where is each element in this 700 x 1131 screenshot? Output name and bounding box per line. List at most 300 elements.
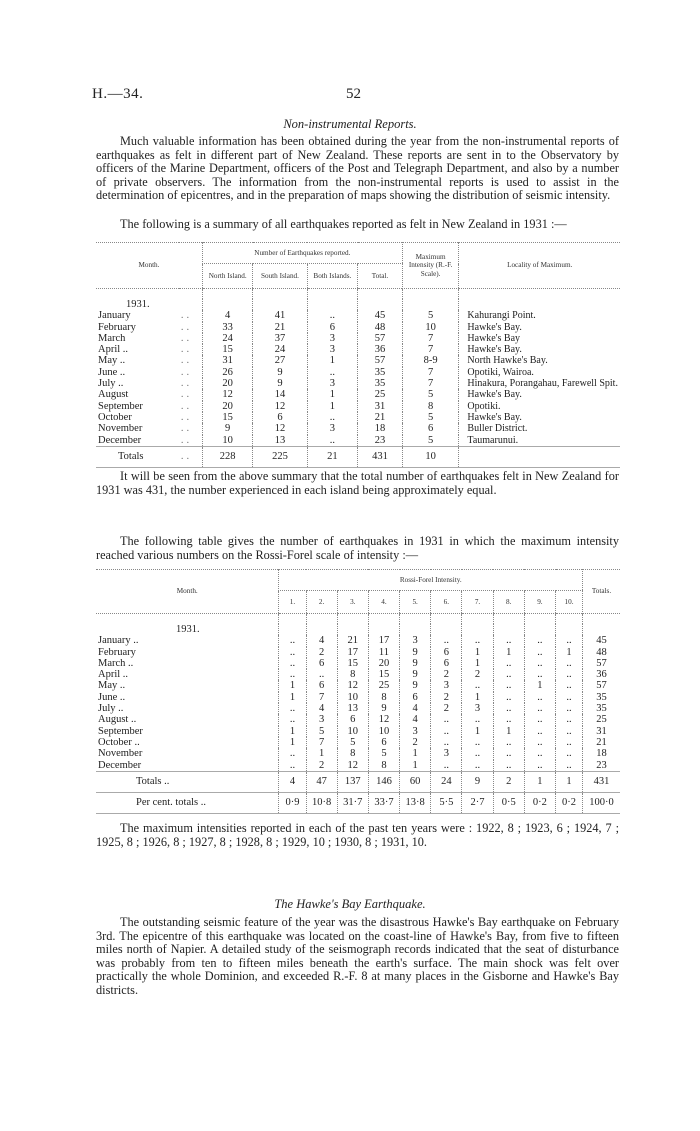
intensity-count-cell: .. [524,737,555,748]
intensity-count-cell: 3 [400,726,431,737]
both-count-cell: 1 [307,355,358,366]
intensity-count-cell: 9 [400,669,431,680]
table-row [96,389,620,400]
totals-row-cell: 24 [431,771,462,792]
paragraph-text: It will be seen from the above summary that the total number of earthquakes felt in New Zealand for 1931 was 431, the number experienced in each island being approximately equal. [96,469,619,497]
table-row [96,367,620,378]
both-count-cell: 3 [307,378,358,389]
intensity-count-cell: 5 [337,737,368,748]
both-count-cell: 3 [307,344,358,355]
percent-row-cell: 0·5 [493,792,524,813]
month-cell: June .. [98,691,126,703]
north-count-cell: 12 [202,389,252,400]
intensity-count-cell: 2 [431,692,462,703]
totals-row-cell: 146 [368,771,399,792]
intensity-scale-header: 9. [524,591,555,614]
north-count-cell: 10 [202,435,252,447]
month-cell: December [98,759,142,771]
locality-cell: Taumarunui. [459,435,620,447]
row-total-cell: 36 [583,669,620,680]
intensity-count-cell: 3 [462,703,493,714]
intro-paragraph [96,135,619,203]
table-row [96,333,620,344]
intensity-count-cell: 6 [306,680,337,691]
intensity-count-cell: 1 [462,692,493,703]
percent-row-cell: 0·2 [524,792,555,813]
leader-dots: .. [180,451,193,463]
both-count-cell: 3 [307,333,358,344]
north-count-cell: 31 [202,355,252,366]
intensity-count-cell: .. [556,737,583,748]
table-row [96,401,620,412]
totals-row-total: 431 [583,771,620,792]
max-intensity-cell: 5 [402,412,459,423]
north-count-cell: 20 [202,401,252,412]
table-row [96,635,620,646]
north-count-cell: 15 [202,344,252,355]
table-row [96,760,620,772]
percent-row [96,792,620,813]
intensity-count-cell: .. [556,658,583,669]
intensity-count-cell: 6 [368,737,399,748]
both-count-cell: .. [307,367,358,378]
max-intensity-cell: 7 [402,378,459,389]
percent-row-cell: 10·8 [306,792,337,813]
intensity-count-cell: .. [556,669,583,680]
column-header-total: Total. [358,264,403,289]
intensity-count-cell: .. [493,748,524,759]
row-total-cell: 57 [583,658,620,669]
table-row [96,412,620,423]
intensity-count-cell: .. [524,714,555,725]
table-row [96,703,620,714]
intensity-count-cell: 1 [462,658,493,669]
intensity-scale-header: 2. [306,591,337,614]
totals-row-cell: 1 [556,771,583,792]
intensity-count-cell: 17 [368,635,399,646]
total-count-cell: 45 [358,310,403,321]
table-row [96,748,620,759]
intensity-count-cell: 1 [279,692,306,703]
leader-dots: .. [180,310,193,322]
total-south: 225 [253,446,307,467]
intensity-count-cell: 6 [400,692,431,703]
table-row [96,322,620,333]
intensity-count-cell: .. [524,726,555,737]
max-intensity-cell: 5 [402,310,459,321]
intensity-count-cell: 1 [462,647,493,658]
north-count-cell: 26 [202,367,252,378]
intensity-count-cell: 9 [400,658,431,669]
intensity-count-cell: 9 [368,703,399,714]
max-intensity-cell: 6 [402,423,459,434]
section-title-non-instrumental: Non-instrumental Reports. [283,117,417,131]
table-row [96,378,620,389]
row-total-cell: 35 [583,692,620,703]
locality-cell: Hawke's Bay. [459,412,620,423]
total-north: 228 [202,446,252,467]
intensity-count-cell: 4 [306,703,337,714]
locality-cell: Hawke's Bay. [459,322,620,333]
intensity-scale-header: 4. [368,591,399,614]
month-cell: January [98,310,131,322]
intensity-count-cell: 8 [337,669,368,680]
column-group-header: Number of Earthquakes reported. [202,243,402,264]
month-cell: December [98,434,142,446]
column-header-south: South Island. [253,264,307,289]
intensity-count-cell: .. [462,714,493,725]
south-count-cell: 41 [253,310,307,321]
month-cell: September [98,725,143,737]
both-count-cell: .. [307,310,358,321]
intensity-count-cell: .. [279,647,306,658]
intensity-count-cell: .. [493,658,524,669]
intensity-count-cell: 3 [431,748,462,759]
intensity-count-cell: 2 [431,703,462,714]
totals-row-cell: 2 [493,771,524,792]
intensity-count-cell: .. [493,635,524,646]
intensity-count-cell: 1 [279,680,306,691]
intensity-count-cell: .. [524,692,555,703]
intensity-count-cell: .. [493,669,524,680]
percent-row-cell: 13·8 [400,792,431,813]
table-row [96,692,620,703]
column-header-locality: Locality of Maximum. [459,243,620,289]
intensity-count-cell: 11 [368,647,399,658]
intensity-scale-header: 3. [337,591,368,614]
month-cell: March [98,332,126,344]
south-count-cell: 14 [253,389,307,400]
intensity-count-cell: .. [556,714,583,725]
max-intensity-cell: 10 [402,322,459,333]
total-count-cell: 35 [358,367,403,378]
intensity-count-cell: .. [431,714,462,725]
intensity-count-cell: .. [524,760,555,772]
intensity-count-cell: 5 [368,748,399,759]
intensity-count-cell: .. [431,635,462,646]
intensity-count-cell: 9 [400,680,431,691]
percent-row-cell: 33·7 [368,792,399,813]
intensity-count-cell: .. [493,760,524,772]
both-count-cell: 3 [307,423,358,434]
total-all: 431 [358,446,403,467]
intensity-count-cell: 21 [337,635,368,646]
south-count-cell: 37 [253,333,307,344]
max-intensity-cell: 7 [402,367,459,378]
intensity-count-cell: 3 [306,714,337,725]
intensity-count-cell: .. [493,737,524,748]
intensity-count-cell: 8 [368,692,399,703]
table-row [96,726,620,737]
month-cell: May .. [98,680,126,692]
intensity-scale-header: 8. [493,591,524,614]
south-count-cell: 6 [253,412,307,423]
table-row [96,310,620,321]
intensity-count-cell: .. [279,703,306,714]
month-cell: November [98,423,143,435]
max-intensity-cell: 8 [402,401,459,412]
south-count-cell: 9 [253,367,307,378]
intensity-count-cell: 2 [462,669,493,680]
intensity-count-cell: 8 [337,748,368,759]
intensity-count-cell: 10 [337,726,368,737]
intensity-count-cell: 6 [431,658,462,669]
both-count-cell: 6 [307,322,358,333]
intensity-count-cell: .. [556,760,583,772]
max-intensity-cell: 5 [402,435,459,447]
intensity-count-cell: .. [556,692,583,703]
locality-cell: North Hawke's Bay. [459,355,620,366]
north-count-cell: 15 [202,412,252,423]
past-years-paragraph [96,822,619,849]
locality-cell: Buller District. [459,423,620,434]
intensity-count-cell: .. [431,737,462,748]
intensity-count-cell: .. [462,760,493,772]
paragraph-text: Much valuable information has been obtained during the year from the non-instrumental reports of earthquakes as felt in different part of New Zealand. These reports are sent in to the Observatory by officers of the Marine Department, officers of the Post and Telegraph Department, and also by a number of private observers. The information from the non-instrumental reports is used to assist in the determination of epicentres, and in the preparation of maps showing the distribution of seismic intensity. [96,134,619,203]
total-count-cell: 57 [358,355,403,366]
intensity-count-cell: .. [279,658,306,669]
intensity-count-cell: .. [524,703,555,714]
column-header-max-intensity: Maximum Intensity (R.-F. Scale). [402,243,459,289]
leader-dots: .. [180,411,193,423]
table-row [96,669,620,680]
intensity-count-cell: 20 [368,658,399,669]
intensity-count-cell: .. [306,669,337,680]
intensity-scale-header: 6. [431,591,462,614]
total-count-cell: 18 [358,423,403,434]
year-label: 1931. [126,299,150,310]
summary-intro-paragraph [96,218,619,232]
table-row [96,647,620,658]
both-count-cell: .. [307,435,358,447]
both-count-cell: .. [307,412,358,423]
leader-dots: .. [180,344,193,356]
intensity-count-cell: 13 [337,703,368,714]
intensity-count-cell: 3 [400,635,431,646]
intensity-count-cell: 2 [306,647,337,658]
north-count-cell: 24 [202,333,252,344]
leader-dots: .. [180,389,193,401]
intensity-count-cell: .. [556,748,583,759]
table-row [96,344,620,355]
total-count-cell: 57 [358,333,403,344]
intensity-count-cell: 8 [368,760,399,772]
month-cell: April .. [98,344,129,356]
max-intensity-cell: 7 [402,333,459,344]
paragraph-text: The maximum intensities reported in each of the past ten years were : 1922, 8 ; 1923, 6 ; 1924, 7 ; 1925, 8 ; 1926, 8 ; 1927, 8 ; 1928, 8 ; 1929, 10 ; 1930, 8 ; 1931, 10. [96,821,619,849]
row-total-cell: 25 [583,714,620,725]
intensity-count-cell: .. [493,692,524,703]
row-total-cell: 21 [583,737,620,748]
month-cell: July .. [98,703,124,715]
leader-dots: .. [180,378,193,390]
total-count-cell: 48 [358,322,403,333]
both-count-cell: 1 [307,389,358,400]
month-cell: March .. [98,657,134,669]
intensity-count-cell: .. [524,748,555,759]
intensity-count-cell: .. [556,635,583,646]
intensity-count-cell: .. [279,669,306,680]
locality-cell: Kahurangi Point. [459,310,620,321]
intensity-count-cell: .. [462,748,493,759]
totals-row-cell: 47 [306,771,337,792]
locality-cell: Hawke's Bay [459,333,620,344]
table-row [96,737,620,748]
intensity-scale-header: 10. [556,591,583,614]
table-row [96,423,620,434]
leader-dots: .. [180,355,193,367]
intensity-count-cell: 10 [368,726,399,737]
leader-dots: .. [180,400,193,412]
intensity-count-cell: .. [556,680,583,691]
intensity-count-cell: .. [493,703,524,714]
intensity-count-cell: .. [431,726,462,737]
intensity-scale-header: 7. [462,591,493,614]
intensity-count-cell: 12 [337,680,368,691]
intensity-count-cell: 17 [337,647,368,658]
intensity-count-cell: .. [279,635,306,646]
month-cell: July .. [98,378,124,390]
month-cell: February [98,646,136,658]
locality-cell: Hawke's Bay. [459,389,620,400]
month-cell: August .. [98,714,137,726]
intensity-count-cell: 4 [400,714,431,725]
totals-row-cell: 137 [337,771,368,792]
month-cell: August [98,389,129,401]
intensity-count-cell: 2 [431,669,462,680]
intensity-count-cell: 10 [337,692,368,703]
table-row [96,714,620,725]
paragraph-text: The following is a summary of all earthquakes reported as felt in New Zealand in 1931 :— [120,217,567,231]
locality-cell: Hawke's Bay. [459,344,620,355]
month-cell: January .. [98,635,139,647]
intensity-scale-header: 5. [400,591,431,614]
intensity-count-cell: 6 [306,658,337,669]
year-label: 1931. [176,624,200,635]
intensity-count-cell: .. [462,635,493,646]
intensity-count-cell: 1 [556,647,583,658]
total-count-cell: 35 [358,378,403,389]
intensity-count-cell: .. [524,658,555,669]
intensity-count-cell: .. [279,748,306,759]
row-total-cell: 57 [583,680,620,691]
month-cell: May .. [98,355,126,367]
north-count-cell: 33 [202,322,252,333]
month-cell: June .. [98,366,126,378]
totals-row-cell: 60 [400,771,431,792]
locality-cell: Hinakura, Porangahau, Farewell Spit. [459,378,620,389]
intensity-count-cell: 9 [400,647,431,658]
intensity-count-cell: 1 [493,647,524,658]
intensity-count-cell: .. [462,680,493,691]
percent-row-cell: 31·7 [337,792,368,813]
max-intensity-cell: 7 [402,344,459,355]
month-cell: September [98,400,143,412]
leader-dots: .. [180,321,193,333]
column-header-month: Month. [96,570,279,614]
total-count-cell: 23 [358,435,403,447]
intensity-count-cell: 15 [368,669,399,680]
month-cell: November [98,748,143,760]
percent-row-cell: 0·2 [556,792,583,813]
intensity-count-cell: 4 [400,703,431,714]
totals-row-cell: 9 [462,771,493,792]
table-row [96,355,620,366]
intensity-count-cell: 1 [462,726,493,737]
max-intensity-cell: 8-9 [402,355,459,366]
intensity-count-cell: 1 [279,737,306,748]
intensity-count-cell: 1 [493,726,524,737]
percent-row-cell: 2·7 [462,792,493,813]
month-cell: October [98,411,132,423]
totals-row-cell: 4 [279,771,306,792]
table-row [96,435,620,447]
percent-row-total: 100·0 [583,792,620,813]
intensity-count-cell: .. [524,647,555,658]
intensity-count-cell: .. [279,760,306,772]
intensity-count-cell: .. [493,680,524,691]
percent-row-cell: 5·5 [431,792,462,813]
totals-label: Totals [118,451,144,463]
intensity-count-cell: 6 [337,714,368,725]
north-count-cell: 4 [202,310,252,321]
locality-cell: Opotiki. [459,401,620,412]
south-count-cell: 13 [253,435,307,447]
north-count-cell: 20 [202,378,252,389]
paragraph-text: The outstanding seismic feature of the year was the disastrous Hawke's Bay earthquake on February 3rd. The epicentre of this earthquake was located on the coast-line of Hawke's Bay, from five to fifteen miles north of Napier. A detailed study of the seismograph records indicated that the seat of disturbance was probably from ten to fifteen miles beneath the earth's surface. The main shock was felt over practically the whole Dominion, and exceeded R.-F. 8 at many places in the Gisborne and Hawke's Bay districts. [96,915,619,997]
intensity-count-cell: 12 [337,760,368,772]
row-total-cell: 48 [583,647,620,658]
intensity-count-cell: .. [556,703,583,714]
paragraph-text: The following table gives the number of earthquakes in 1931 in which the maximum intensity reached various numbers on the Rossi-Forel scale of intensity :— [96,534,619,562]
month-cell: February [98,321,136,333]
percent-row-cell: 0·9 [279,792,306,813]
column-header-both: Both Islands. [307,264,358,289]
percent-row-label: Per cent. totals .. [136,797,206,809]
column-header-totals: Totals. [583,570,620,614]
earthquake-summary-table [96,242,620,469]
summary-conclusion-paragraph [96,470,619,497]
row-total-cell: 31 [583,726,620,737]
intensity-scale-header: 1. [279,591,306,614]
page-number: 52 [346,86,361,102]
intensity-count-cell: .. [556,726,583,737]
intensity-count-cell: 12 [368,714,399,725]
intensity-count-cell: .. [279,714,306,725]
intensity-count-cell: .. [493,714,524,725]
intensity-count-cell: 2 [306,760,337,772]
intensity-count-cell: .. [524,635,555,646]
row-total-cell: 35 [583,703,620,714]
table-row [96,658,620,669]
intensity-count-cell: .. [431,760,462,772]
intensity-distribution-table [96,569,620,815]
intensity-count-cell: 15 [337,658,368,669]
column-header-north: North Island. [202,264,252,289]
totals-row-label: Totals .. [136,776,170,788]
row-total-cell: 18 [583,748,620,759]
intensity-count-cell: 3 [431,680,462,691]
leader-dots: .. [180,423,193,435]
leader-dots: .. [180,366,193,378]
intensity-count-cell: 7 [306,737,337,748]
intensity-count-cell: 1 [279,726,306,737]
south-count-cell: 9 [253,378,307,389]
row-total-cell: 45 [583,635,620,646]
intensity-count-cell: 6 [431,647,462,658]
table-row [96,680,620,691]
totals-row-cell: 1 [524,771,555,792]
